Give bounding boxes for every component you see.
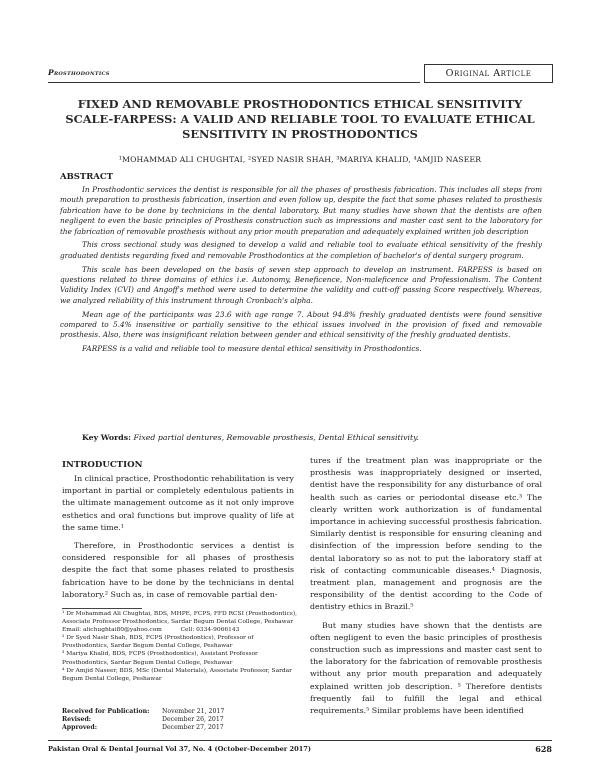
abstract-body	[60, 185, 542, 358]
abstract-paragraph: Mean age of the participants was 23.6 with age range 7. About 94.8% freshly graduated dentists were found sensitive compared to 5.4% insensitive or partially sensitive to the ethical issues involved in the provision of fixed and removable prosthesis. Also, there was insignificant relation between gender and ethical sensitivity of the freshly graduated dentists.	[60, 309, 542, 340]
body-paragraph: tures if the treatment plan was inappropriate or the prosthesis was inappropriately designed or inserted, dentist have the responsibility for any disturbance of oral health such as caries or periodontal disease etc.³ The clearly written work authorization is of fundamental importance in achieving successful prosthesis fabrication. Similarly dentist is responsible for ensuring cleaning and disinfection of the impression before sending to the dental laboratory so as not to put the laboratory staff at risk of contacting communicable diseases.⁴ Diagnosis, treatment plan, management and prognosis are the responsibility of the dentist according to the Code of dentistry ethics in Brazil.⁵	[310, 456, 542, 612]
section-label: Prosthodontics	[48, 68, 110, 77]
keywords-label: Key Words:	[82, 433, 131, 442]
footnote: ⁴ Dr Amjid Naseer, BDS, MSc (Dental Materials), Associate Professor, Sardar Begum Dental College, Peshawar	[62, 667, 292, 682]
left-column	[62, 473, 294, 607]
author-list: ¹MOHAMMAD ALI CHUGHTAI, ²SYED NASIR SHAH, ³MARIYA KHALID, ⁴AMJID NASEER	[118, 155, 482, 164]
article-type-badge: Original Article	[424, 64, 553, 83]
article-title: FIXED AND REMOVABLE PROSTHODONTICS ETHICAL SENSITIVITY SCALE-FARPESS: A VALID AND RELIABLE TOOL TO EVALUATE ETHICAL SENSITIVITY IN PROSTHODONTICS	[65, 97, 535, 141]
date-row	[62, 716, 298, 724]
footnote: ² Dr Syed Nasir Shah, BDS, FCPS (Prosthodontics), Professor of Prosthodontics, Sardar Begum Dental College, Peshawar	[62, 635, 254, 650]
page-number: 628	[535, 744, 552, 754]
date-label: Revised:	[62, 716, 92, 724]
abstract-paragraph: In Prosthodontic services the dentist is responsible for all the phases of prosthesis fabrication. This includes all steps from mouth preparation to prosthesis fabrication, insertion and even follow up, despite the fact that some phases related to prosthesis fabrication have to be done by technicians in the dental laboratory. But many studies have shown that the dentists are often negligent to even the basic principles of Prosthesis construction such as impressions and master cast sent to the laboratory for the fabrication of removable prosthesis without any prior mouth preparation and adequately explained written job description	[60, 185, 542, 236]
date-value: December 26, 2017	[162, 716, 224, 724]
abstract-heading: ABSTRACT	[60, 172, 113, 182]
publication-dates	[62, 708, 298, 733]
abstract-paragraph: This scale has been developed on the basis of seven step approach to develop an instrument. FARPESS is based on questions related to three domains of ethics i.e. Autonomy, Beneficence, Non-maleficence and Professionalism. The Content Validity Index (CVI) and Angoff's method were used to determine the validity and cutt-off passing Score respectively. Whereas, we analyzed reliability of this instrument through Cronbach's alpha.	[60, 264, 542, 305]
date-row	[62, 724, 298, 732]
body-paragraph: In clinical practice, Prosthodontic rehabilitation is very important in partial or completely edentulous patients in the ultimate management outcome as it not only improve esthetics and oral functions but improve quality of life at the same time.¹	[62, 474, 294, 532]
right-column	[310, 455, 542, 723]
abstract-paragraph: This cross sectional study was designed to develop a valid and reliable tool to evaluate ethical sensitivity of the freshly graduated dentists regarding fixed and removable Prosthodontics at the completion of bachelor's of dental surgery program.	[60, 240, 542, 260]
footer-rule	[48, 740, 552, 741]
body-paragraph: Therefore, in Prosthodontic services a dentist is considered responsible for all phases of prosthesis despite the fact that some phases related to prosthesis fabrication have to be done by the technicians in dental laboratory.² Such as, in case of removable partial den-	[62, 541, 294, 599]
header-rule	[48, 82, 420, 83]
journal-citation: Pakistan Oral & Dental Journal Vol 37, No. 4 (October-December 2017)	[48, 745, 312, 753]
author-footnotes	[62, 610, 298, 683]
footnote: ¹ Dr Mohammad Ali Chughtai, BDS, MHPE, FCPS, FFD RCSI (Prosthodontics), Associate Professor Prosthodontics, Sardar Begum Dental College, Peshawar	[62, 611, 298, 626]
date-value: December 27, 2017	[162, 724, 224, 732]
footnote: ³ Mariya Khalid, BDS, FCPS (Prosthodontics), Assistant Professor Prosthodontics, Sardar Begum Dental College, Peshawar	[62, 651, 258, 666]
date-label: Approved:	[62, 724, 97, 732]
keywords-text: Fixed partial dentures, Removable prosthesis, Dental Ethical sensitivity.	[133, 433, 419, 442]
abstract-paragraph: FARPESS is a valid and reliable tool to measure dental ethical sensitivity in Prosthodontics.	[82, 344, 422, 354]
introduction-heading: INTRODUCTION	[62, 460, 143, 470]
date-label: Received for Publication:	[62, 708, 150, 715]
footnote-rule	[62, 608, 142, 609]
date-row	[62, 708, 298, 716]
keywords	[82, 433, 552, 442]
body-paragraph: But many studies have shown that the dentists are often negligent to even the basic principles of prosthesis construction such as impressions and master cast sent to the laboratory for the fabrication of removable prosthesis without any prior mouth preparation and adequately explained written job description. ⁵ Therefore dentists frequently fail to fulfill the legal and ethical requirements.⁵ Similar problems have been identified	[310, 620, 542, 716]
footnote-contact: Email: alichughtai80@yahoo.com Cell: 0334-9066143	[62, 627, 240, 634]
date-value: November 21, 2017	[162, 708, 225, 715]
